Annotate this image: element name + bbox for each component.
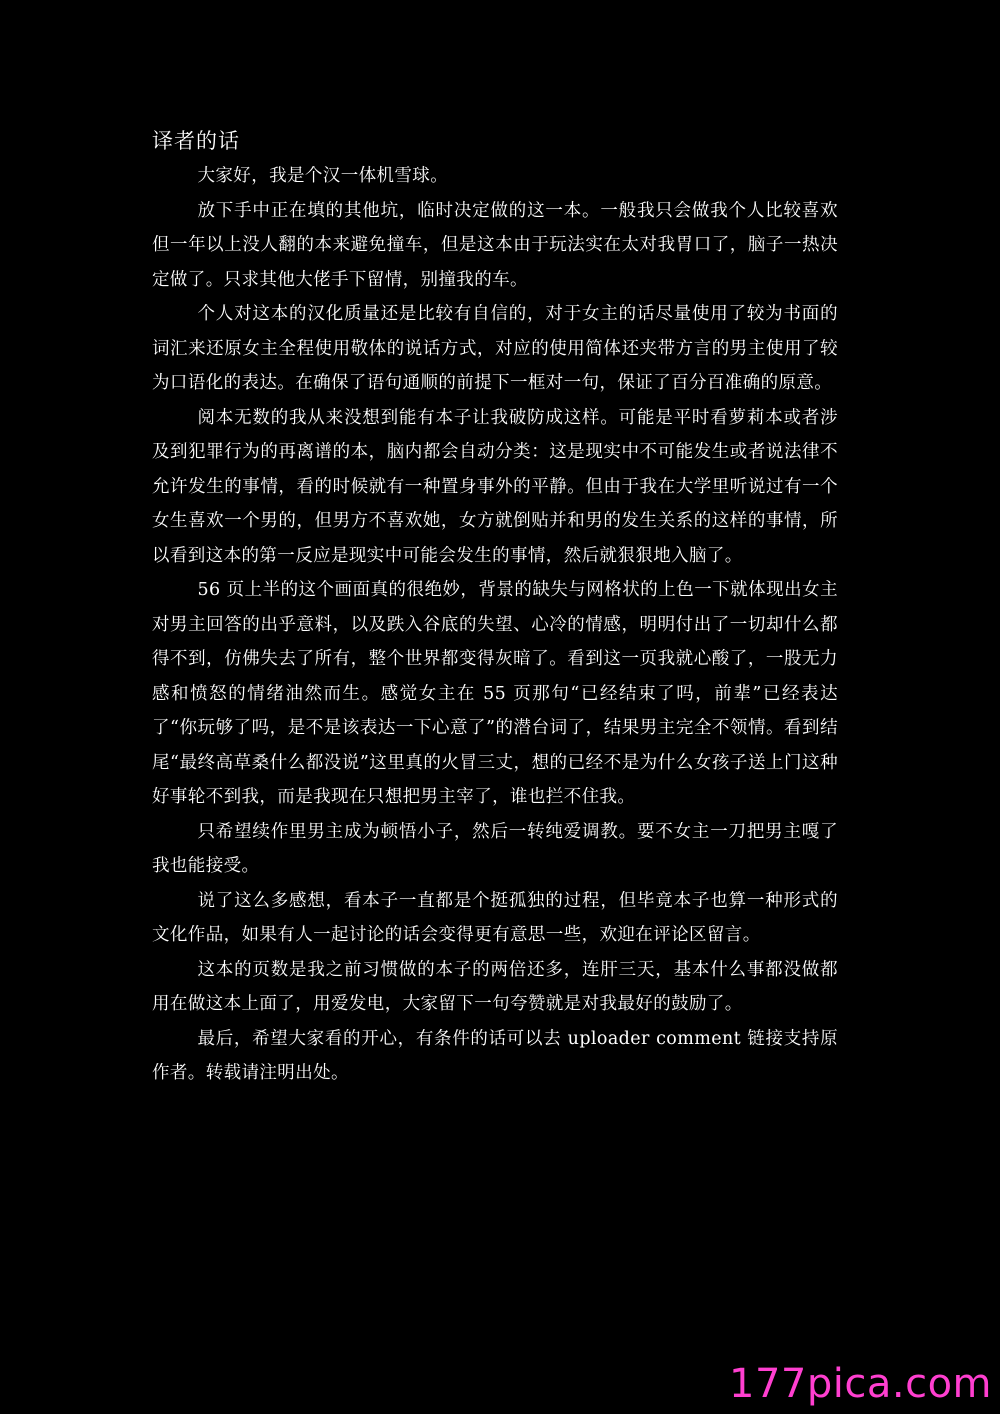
paragraph-page-56: 56 页上半的这个画面真的很绝妙，背景的缺失与网格状的上色一下就体现出女主对男主回答的出乎意料，以及跌入谷底的失望、心冷的情感，明明付出了一切却什么都得不到，仿佛失去了所有，整个世界都变得灰暗了。看到这一页我就心酸了，一股无力感和愤怒的情绪油然而生。感觉女主在 55 页那句“已经结束了吗，前辈”已经表达了“你玩够了吗，是不是该表达一下心意了”的潜台词了，结果男主完全不领情。看到结尾“最终高草桑什么都没说”这里真的火冒三丈，想的已经不是为什么女孩子送上门这种好事轮不到我，而是我现在只想把男主宰了，谁也拦不住我。: [152, 580, 838, 807]
body-text: [152, 159, 838, 1091]
paragraph-discussion: 说了这么多感想，看本子一直都是个挺孤独的过程，但毕竟本子也算一种形式的文化作品，如果有人一起讨论的话会变得更有意思一些，欢迎在评论区留言。: [152, 890, 838, 945]
page-title: 译者的话: [152, 129, 240, 153]
paragraph-page-count: 这本的页数是我之前习惯做的本子的两倍还多，连肝三天，基本什么事都没做都用在做这本上面了，用爱发电，大家留下一句夸赞就是对我最好的鼓励了。: [152, 959, 838, 1014]
paragraph-greeting: 大家好，我是个汉一体机雪球。: [197, 166, 449, 186]
paragraph-translation-quality: 个人对这本的汉化质量还是比较有自信的，对于女主的话尽量使用了较为书面的词汇来还原女主全程使用敬体的说话方式，对应的使用简体还夹带方言的男主使用了较为口语化的表达。在确保了语句通顺的前提下一框对一句，保证了百分百准确的原意。: [152, 304, 838, 393]
site-watermark: 177pica.com: [729, 1361, 992, 1407]
paragraph-sequel-wish: 只希望续作里男主成为顿悟小子，然后一转纯爱调教。要不女主一刀把男主嘎了我也能接受。: [152, 821, 838, 876]
paragraph-reaction: 阅本无数的我从来没想到能有本子让我破防成这样。可能是平时看萝莉本或者涉及到犯罪行为的再离谱的本，脑内都会自动分类：这是现实中不可能发生或者说法律不允许发生的事情，看的时候就有一种置身事外的平静。但由于我在大学里听说过有一个女生喜欢一个男的，但男方不喜欢她，女方就倒贴并和男的发生关系的这样的事情，所以看到这本的第一反应是现实中可能会发生的事情，然后就狠狠地入脑了。: [152, 407, 838, 566]
paragraph-motivation: 放下手中正在填的其他坑，临时决定做的这一本。一般我只会做我个人比较喜欢但一年以上没人翻的本来避免撞车，但是这本由于玩法实在太对我胃口了，脑子一热决定做了。只求其他大佬手下留情，别撞我的车。: [152, 200, 838, 290]
paragraph-closing: 最后，希望大家看的开心，有条件的话可以去 uploader comment 链接支持原作者。转载请注明出处。: [152, 1028, 838, 1083]
